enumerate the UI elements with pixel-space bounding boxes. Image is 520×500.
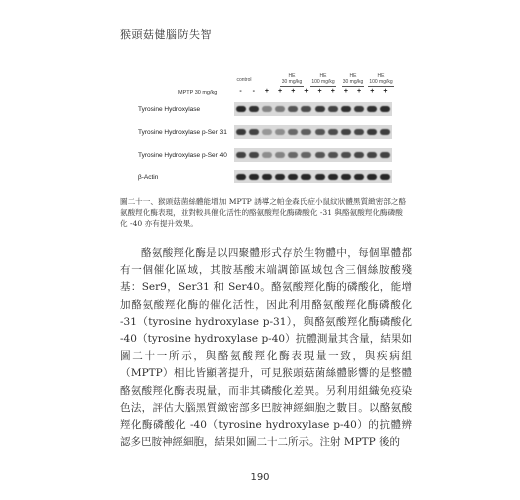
mptp-sign: + [278, 88, 283, 95]
blot-band [341, 152, 351, 158]
col-header-line2: 100 mg/kg [311, 78, 335, 85]
blot-band [301, 152, 311, 158]
mptp-sign: + [343, 88, 348, 95]
blot-band [262, 174, 272, 180]
blot-band [275, 106, 285, 112]
blot-band [380, 152, 390, 158]
blot-band [301, 106, 311, 112]
row-label-beta-actin: β-Actin [138, 174, 159, 181]
header-underline [310, 86, 336, 87]
col-header-line1: HE [349, 73, 357, 79]
blot-band [315, 106, 325, 112]
col-header-line2: 100 mg/kg [369, 78, 393, 85]
blot-band [236, 152, 246, 158]
col-header-line1: HE [319, 73, 327, 79]
blot-band [341, 174, 351, 180]
page-number: 190 [250, 472, 270, 483]
mptp-sign: + [264, 88, 269, 95]
col-header-control [234, 78, 254, 84]
blot-lane-strip [234, 102, 392, 116]
blot-band [328, 174, 338, 180]
blot-band [275, 152, 285, 158]
blot-band [301, 174, 311, 180]
blot-band [354, 106, 364, 112]
mptp-sign: + [304, 88, 309, 95]
col-header-line1: control [236, 77, 252, 83]
blot-band [288, 106, 298, 112]
blot-band [328, 129, 338, 135]
col-header-he-4 [366, 74, 396, 85]
col-header-line1: HE [377, 73, 385, 79]
running-title: 猴頭菇健腦防失智 [120, 28, 212, 41]
blot-band [275, 129, 285, 135]
mptp-sign: + [357, 88, 362, 95]
blot-band [236, 106, 246, 112]
blot-band [236, 174, 246, 180]
blot-band [249, 106, 259, 112]
row-label-th: Tyrosine Hydroxylase [138, 106, 201, 113]
col-header-line2: 30 mg/kg [281, 78, 303, 85]
mptp-label: MPTP 30 mg/kg [178, 90, 218, 96]
blot-band [301, 129, 311, 135]
header-underline [342, 86, 364, 87]
header-underline [368, 86, 394, 87]
col-header-line2: 30 mg/kg [342, 78, 364, 85]
blot-band [341, 106, 351, 112]
row-label-th-ser31: Tyrosine Hydroxylase p-Ser 31 [138, 129, 227, 136]
blot-band [341, 129, 351, 135]
mptp-sign: + [370, 88, 375, 95]
blot-lane-strip [234, 125, 392, 139]
header-underline [280, 86, 304, 87]
col-header-line1: HE [288, 73, 296, 79]
blot-band [288, 129, 298, 135]
blot-band [367, 106, 377, 112]
blot-band [249, 174, 259, 180]
body-text [120, 245, 412, 451]
mptp-sign: + [330, 88, 335, 95]
blot-band [315, 129, 325, 135]
blot-band [380, 129, 390, 135]
mptp-sign: - [252, 88, 255, 95]
col-header-he-2 [308, 74, 338, 85]
mptp-sign: + [317, 88, 322, 95]
blot-band [236, 129, 246, 135]
blot-band [354, 152, 364, 158]
blot-band [315, 152, 325, 158]
row-label-th-ser40: Tyrosine Hydroxylase p-Ser 40 [138, 152, 227, 159]
blot-band [354, 174, 364, 180]
blot-band [288, 174, 298, 180]
blot-lane-strip [234, 148, 392, 162]
blot-band [354, 129, 364, 135]
figure-caption: 圖二十一、猴頭菇菌絲體能增加 MPTP 誘導之帕金森氏症小鼠紋狀體黑質緻密部之酪氨酸羥化酶表現，並對較具催化活性的酪氨酸羥化酶磷酸化 -31 與酪氨酸羥化酶磷酸化 -40 亦有提升效果。 [120, 197, 407, 228]
blot-band [328, 106, 338, 112]
blot-band [367, 152, 377, 158]
blot-band [315, 174, 325, 180]
blot-lane-strip [234, 170, 392, 183]
mptp-sign: + [291, 88, 296, 95]
mptp-sign: + [383, 88, 388, 95]
blot-band [380, 174, 390, 180]
mptp-sign: - [239, 88, 242, 95]
blot-band [367, 129, 377, 135]
blot-band [262, 152, 272, 158]
blot-band [328, 152, 338, 158]
western-blot-figure [138, 72, 394, 188]
blot-band [380, 106, 390, 112]
col-header-he-1 [278, 74, 306, 85]
blot-band [367, 174, 377, 180]
blot-band [288, 152, 298, 158]
blot-band [275, 174, 285, 180]
blot-band [262, 106, 272, 112]
body-paragraph: 酪氨酸羥化酶是以四聚體形式存於生物體中，每個單體都有一個催化區域，其胺基酸末端調節區域包含三個絲胺酸殘基：Ser9，Ser31 和 Ser40。酪氨酸羥化酶的磷酸化，能增加酪氨酸羥化酶的催化活性，因此利用酪氨酸羥化酶磷酸化 -31（tyrosine hydroxylase p-31），與酪氨酸羥化酶磷酸化 -40（tyrosine hydroxylase p-40）抗體測量其含量，結果如圖二十一所示，與酪氨酸羥化酶表現量一致，與疾病組（MPTP）相比皆顯著提升，可見猴頭菇菌絲體影響的是整體酪氨酸羥化酶表現量，而非其磷酸化差異。另利用組織免疫染色法，評估大腦黑質緻密部多巴胺神經細胞之數目。以酪氨酸羥化酶磷酸化 -40（tyrosine hydroxylase p-40）的抗體辨認多巴胺神經細胞，結果如圖二十二所示。注射 MPTP 後的 [120, 247, 412, 449]
col-header-he-3 [340, 74, 366, 85]
blot-band [262, 129, 272, 135]
blot-band [249, 129, 259, 135]
blot-band [249, 152, 259, 158]
